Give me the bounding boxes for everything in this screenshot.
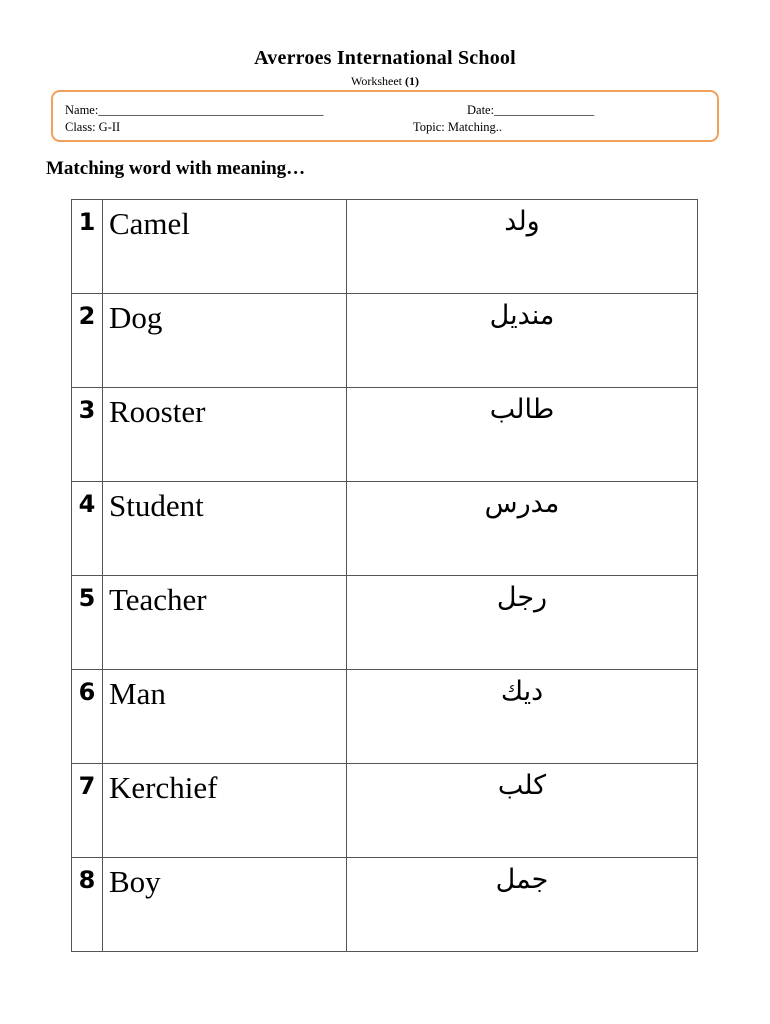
english-word: Kerchief xyxy=(103,764,347,858)
worksheet-subtitle xyxy=(0,74,770,89)
worksheet-number: (1) xyxy=(405,74,420,88)
date-field[interactable]: Date:________________ xyxy=(467,103,595,117)
english-word: Dog xyxy=(103,294,347,388)
table-row xyxy=(72,858,698,952)
english-word: Rooster xyxy=(103,388,347,482)
english-word: Boy xyxy=(103,858,347,952)
table-row xyxy=(72,482,698,576)
matching-table xyxy=(71,199,698,952)
row-number: 8 xyxy=(72,858,103,952)
row-number: 5 xyxy=(72,576,103,670)
english-word: Teacher xyxy=(103,576,347,670)
arabic-word: رجل xyxy=(347,576,698,670)
worksheet-label: Worksheet xyxy=(350,74,403,88)
table-row xyxy=(72,670,698,764)
row-number: 6 xyxy=(72,670,103,764)
english-word: Student xyxy=(103,482,347,576)
table-row xyxy=(72,294,698,388)
arabic-word: ديك xyxy=(347,670,698,764)
student-info-box xyxy=(51,90,719,142)
arabic-word: منديل xyxy=(347,294,698,388)
row-number: 3 xyxy=(72,388,103,482)
school-title: Averroes International School xyxy=(254,47,516,69)
arabic-word: كلب xyxy=(347,764,698,858)
table-row xyxy=(72,200,698,294)
class-label: Class: G-II xyxy=(65,120,121,134)
arabic-word: ولد xyxy=(347,200,698,294)
section-heading: Matching word with meaning… xyxy=(46,158,306,179)
topic-label: Topic: Matching.. xyxy=(413,120,503,134)
name-field[interactable]: Name:____________________________________ xyxy=(65,103,324,117)
row-number: 4 xyxy=(72,482,103,576)
english-word: Man xyxy=(103,670,347,764)
row-number: 7 xyxy=(72,764,103,858)
english-word: Camel xyxy=(103,200,347,294)
arabic-word: جمل xyxy=(347,858,698,952)
table-row xyxy=(72,764,698,858)
arabic-word: مدرس xyxy=(347,482,698,576)
table-row xyxy=(72,576,698,670)
arabic-word: طالب xyxy=(347,388,698,482)
table-row xyxy=(72,388,698,482)
row-number: 2 xyxy=(72,294,103,388)
row-number: 1 xyxy=(72,200,103,294)
